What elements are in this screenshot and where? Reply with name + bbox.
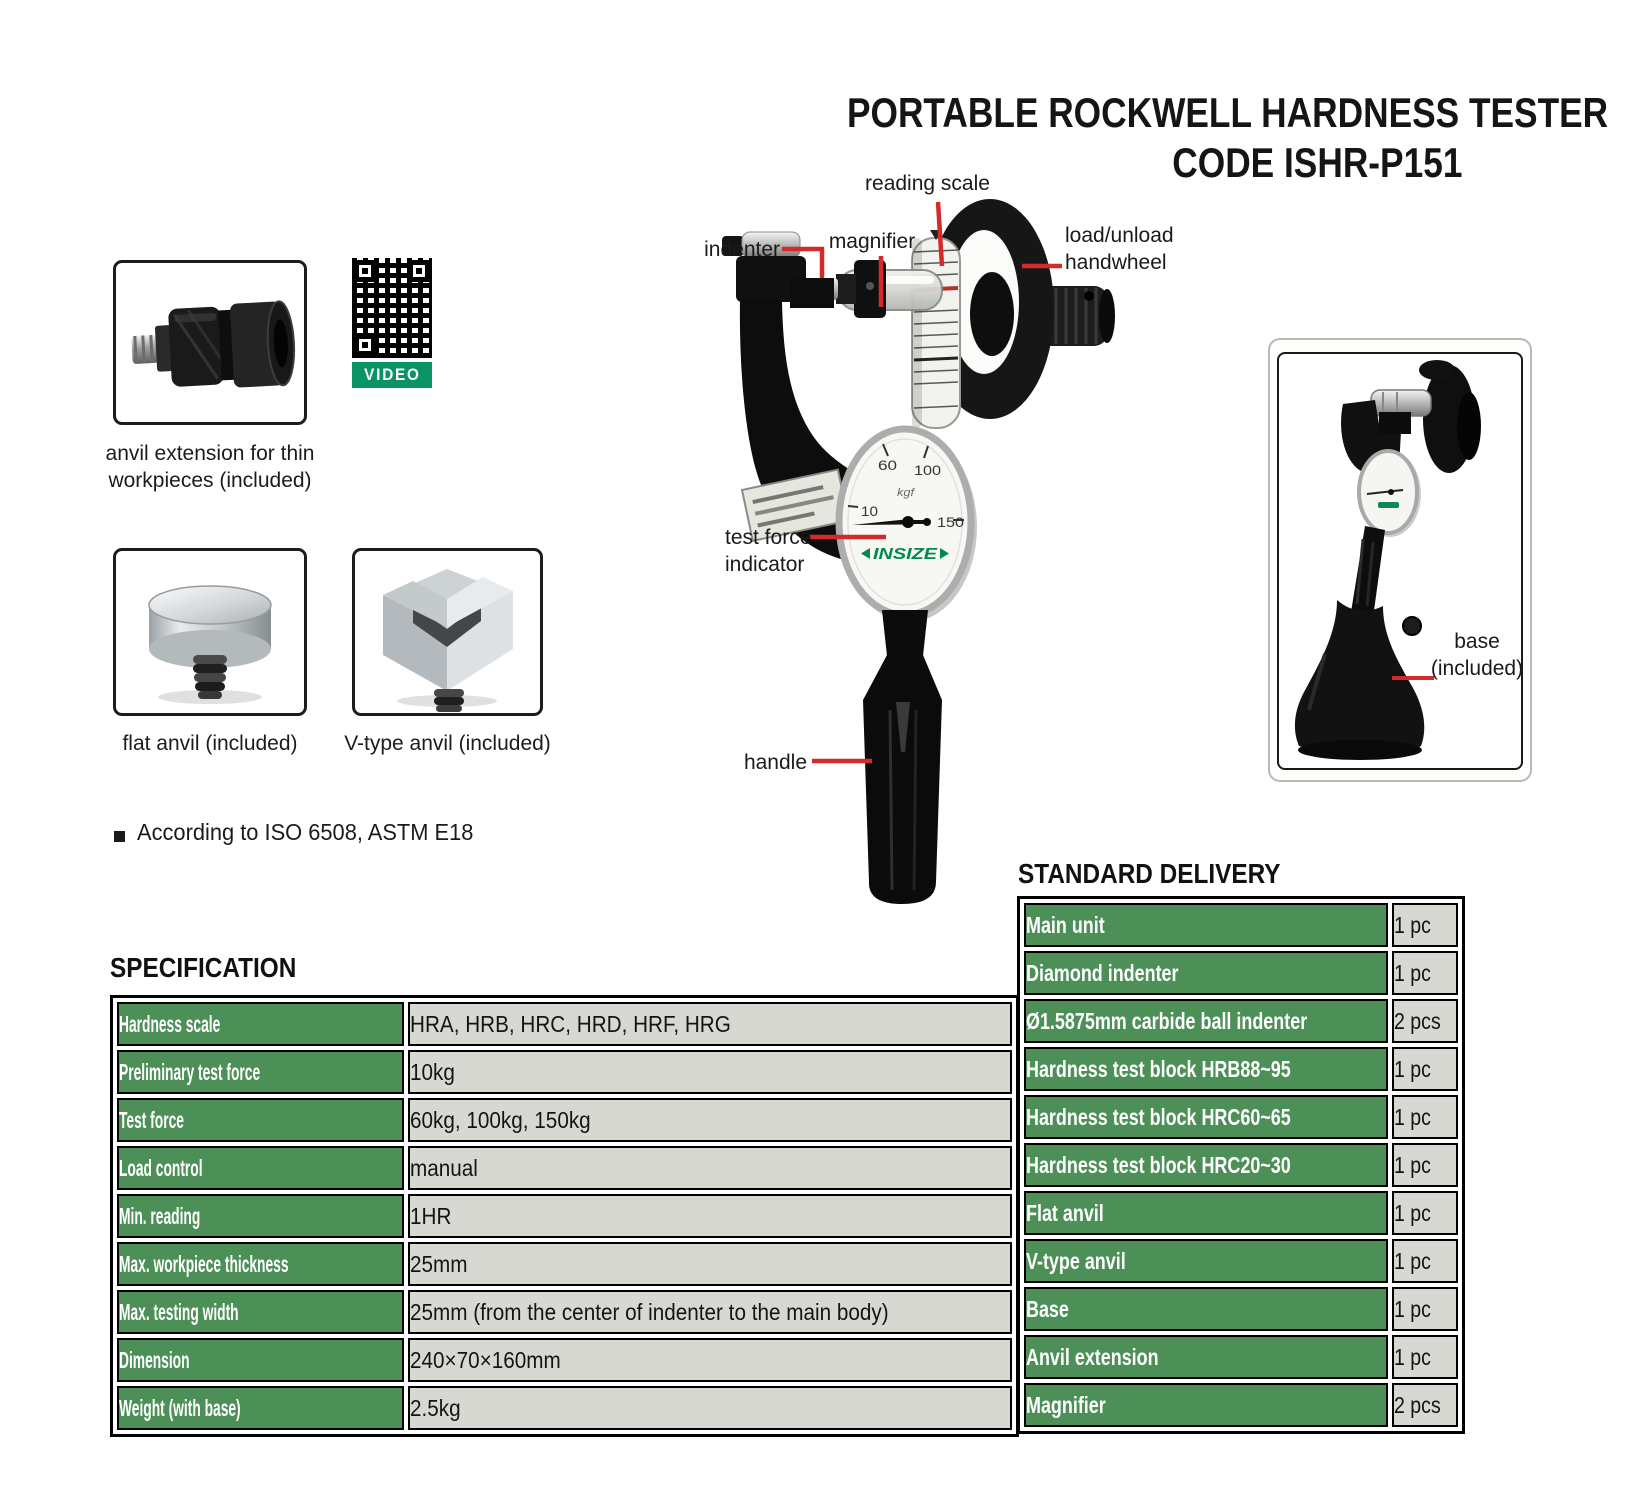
insize-logo-text: INSIZE	[873, 546, 939, 563]
dial-number-10: 10	[861, 503, 879, 519]
delivery-qty: 1 pc	[1394, 1199, 1432, 1226]
dial-number-60: 60	[878, 457, 898, 473]
spec-label-cell	[117, 1338, 404, 1382]
spec-label: Preliminary test force	[119, 1058, 261, 1085]
delivery-row	[1024, 1287, 1458, 1331]
dial-number-100: 100	[914, 462, 942, 478]
delivery-qty: 1 pc	[1394, 1295, 1432, 1322]
spec-label: Max. testing width	[119, 1298, 239, 1325]
spec-row	[117, 1002, 1012, 1046]
delivery-item-cell	[1024, 999, 1388, 1043]
callout-handwheel: load/unload handwheel	[1065, 224, 1174, 274]
delivery-item-cell	[1024, 1239, 1388, 1283]
spec-row	[117, 1386, 1012, 1430]
v-anvil-caption: V-type anvil (included)	[344, 732, 551, 755]
callout-reading-scale: reading scale	[865, 172, 990, 195]
delivery-item-cell	[1024, 1335, 1388, 1379]
delivery-qty: 1 pc	[1394, 959, 1432, 986]
spec-row	[117, 1146, 1012, 1190]
bell-base	[1295, 600, 1424, 760]
spec-row	[117, 1242, 1012, 1286]
mini-handwheel	[1419, 360, 1481, 473]
base-photo	[1277, 352, 1523, 770]
standard-delivery-heading	[1018, 858, 1320, 890]
spec-label: Weight (with base)	[119, 1394, 241, 1421]
delivery-qty-cell	[1392, 1047, 1458, 1091]
video-badge	[352, 362, 432, 388]
delivery-item: Ø1.5875mm carbide ball indenter	[1026, 1007, 1308, 1034]
callout-test-force-indicator: test force indicator	[725, 526, 812, 576]
delivery-item: Diamond indenter	[1026, 959, 1179, 986]
spec-row	[117, 1050, 1012, 1094]
v-anvil-image	[355, 551, 540, 713]
delivery-qty-cell	[1392, 1287, 1458, 1331]
callout-indenter: indenter	[704, 238, 780, 261]
anvil-extension-caption: anvil extension for thin workpieces (included)	[105, 442, 315, 492]
delivery-qty-cell	[1392, 951, 1458, 995]
delivery-item: Magnifier	[1026, 1391, 1106, 1418]
spec-value: 2.5kg	[409, 1394, 461, 1421]
spec-value: manual	[409, 1154, 478, 1181]
spec-label: Max. workpiece thickness	[119, 1250, 289, 1277]
spec-row	[117, 1098, 1012, 1142]
spec-label: Min. reading	[119, 1202, 201, 1229]
spec-label-cell	[117, 1194, 404, 1238]
delivery-row	[1024, 999, 1458, 1043]
spec-value-cell	[408, 1098, 1012, 1142]
mini-dial	[1359, 451, 1421, 537]
spec-value: 10kg	[409, 1058, 455, 1085]
qr-code	[352, 258, 432, 358]
test-force-dial	[839, 429, 977, 622]
standard-delivery-table	[1017, 896, 1465, 1434]
anvil-extension-image	[116, 263, 304, 422]
delivery-row	[1024, 1095, 1458, 1139]
flat-anvil-photo	[113, 548, 307, 716]
delivery-qty-cell	[1392, 1095, 1458, 1139]
delivery-row	[1024, 1239, 1458, 1283]
handle-shape	[863, 610, 942, 904]
spec-value-cell	[408, 1050, 1012, 1094]
delivery-row	[1024, 1335, 1458, 1379]
spec-row	[117, 1290, 1012, 1334]
delivery-row	[1024, 1383, 1458, 1427]
video-badge-label: VIDEO	[363, 365, 421, 384]
flat-anvil-image	[116, 551, 304, 713]
spec-label: Dimension	[119, 1346, 190, 1373]
delivery-qty: 1 pc	[1394, 911, 1432, 938]
delivery-row	[1024, 951, 1458, 995]
callout-magnifier: magnifier	[828, 230, 916, 253]
delivery-qty: 1 pc	[1394, 1055, 1432, 1082]
delivery-qty: 2 pcs	[1394, 1391, 1442, 1418]
delivery-qty: 1 pc	[1394, 1247, 1432, 1274]
frame-arm	[790, 278, 834, 308]
qr-finder-icon	[354, 260, 376, 282]
delivery-item-cell	[1024, 1383, 1388, 1427]
anvil-extension-photo	[113, 260, 307, 425]
qr-finder-icon	[354, 334, 376, 356]
spec-value: 25mm (from the center of indenter to the main body)	[409, 1298, 889, 1325]
delivery-row	[1024, 1143, 1458, 1187]
spec-label-cell	[117, 1002, 404, 1046]
spec-value: 25mm	[409, 1250, 468, 1277]
insize-logo	[861, 546, 949, 563]
page-title-line1: PORTABLE ROCKWELL HARDNESS TESTER	[846, 89, 1609, 136]
page-title-line2: CODE ISHR-P151	[1171, 139, 1462, 186]
specification-heading	[110, 952, 324, 984]
delivery-qty-cell	[1392, 903, 1458, 947]
spec-label: Hardness scale	[119, 1010, 221, 1037]
delivery-qty-cell	[1392, 1239, 1458, 1283]
specification-table	[110, 995, 1019, 1437]
delivery-item-cell	[1024, 1287, 1388, 1331]
delivery-item: Hardness test block HRC20~30	[1026, 1151, 1291, 1178]
spec-value-cell	[408, 1002, 1012, 1046]
delivery-item-cell	[1024, 903, 1388, 947]
callout-handle: handle	[743, 751, 807, 774]
delivery-qty: 1 pc	[1394, 1103, 1432, 1130]
standard-delivery-heading-text: STANDARD DELIVERY	[1018, 858, 1281, 889]
delivery-item-cell	[1024, 1143, 1388, 1187]
spec-value-cell	[408, 1386, 1012, 1430]
main-product-image	[620, 190, 1120, 920]
spec-label-cell	[117, 1146, 404, 1190]
compliance-note	[137, 819, 491, 846]
spec-value: 240×70×160mm	[409, 1346, 561, 1373]
delivery-qty-cell	[1392, 999, 1458, 1043]
delivery-item-cell	[1024, 1191, 1388, 1235]
v-anvil-screw	[434, 689, 464, 712]
delivery-qty: 1 pc	[1394, 1343, 1432, 1370]
bullet-square-icon	[114, 831, 125, 842]
delivery-qty: 1 pc	[1394, 1151, 1432, 1178]
dial-unit-label: kgf	[897, 487, 916, 499]
spec-label: Load control	[119, 1154, 203, 1181]
specification-heading-text: SPECIFICATION	[110, 952, 297, 983]
spec-value-cell	[408, 1194, 1012, 1238]
v-anvil-photo	[352, 548, 543, 716]
spec-label-cell	[117, 1290, 404, 1334]
delivery-row	[1024, 1191, 1458, 1235]
spec-label-cell	[117, 1242, 404, 1286]
delivery-qty-cell	[1392, 1383, 1458, 1427]
callout-base: base (included)	[1430, 630, 1524, 680]
spec-label-cell	[117, 1050, 404, 1094]
delivery-row	[1024, 903, 1458, 947]
delivery-item: Hardness test block HRC60~65	[1026, 1103, 1291, 1130]
mini-stem	[1351, 526, 1385, 618]
spec-value-cell	[408, 1242, 1012, 1286]
delivery-item: Anvil extension	[1026, 1343, 1159, 1370]
delivery-item: V-type anvil	[1026, 1247, 1126, 1274]
delivery-item: Main unit	[1026, 911, 1105, 938]
spec-value: HRA, HRB, HRC, HRD, HRF, HRG	[409, 1010, 731, 1037]
delivery-item-cell	[1024, 951, 1388, 995]
delivery-qty-cell	[1392, 1143, 1458, 1187]
base-image	[1279, 354, 1521, 768]
reading-scale-drum	[912, 230, 960, 428]
spec-row	[117, 1338, 1012, 1382]
delivery-item: Flat anvil	[1026, 1199, 1104, 1226]
spec-value-cell	[408, 1146, 1012, 1190]
spec-row	[117, 1194, 1012, 1238]
qr-finder-icon	[408, 260, 430, 282]
delivery-item: Base	[1026, 1295, 1069, 1322]
flat-anvil-caption: flat anvil (included)	[122, 732, 298, 755]
spec-label-cell	[117, 1098, 404, 1142]
spec-label-cell	[117, 1386, 404, 1430]
spec-value: 1HR	[409, 1202, 451, 1229]
dial-number-150: 150	[937, 514, 965, 530]
page-title	[702, 88, 1609, 188]
delivery-qty: 2 pcs	[1394, 1007, 1442, 1034]
spec-label: Test force	[119, 1106, 184, 1133]
delivery-row	[1024, 1047, 1458, 1091]
spec-value-cell	[408, 1290, 1012, 1334]
spec-value-cell	[408, 1338, 1012, 1382]
spec-value: 60kg, 100kg, 150kg	[409, 1106, 591, 1133]
delivery-item: Hardness test block HRB88~95	[1026, 1055, 1291, 1082]
delivery-qty-cell	[1392, 1191, 1458, 1235]
compliance-note-text: According to ISO 6508, ASTM E18	[137, 819, 474, 845]
delivery-item-cell	[1024, 1095, 1388, 1139]
delivery-item-cell	[1024, 1047, 1388, 1091]
delivery-qty-cell	[1392, 1335, 1458, 1379]
